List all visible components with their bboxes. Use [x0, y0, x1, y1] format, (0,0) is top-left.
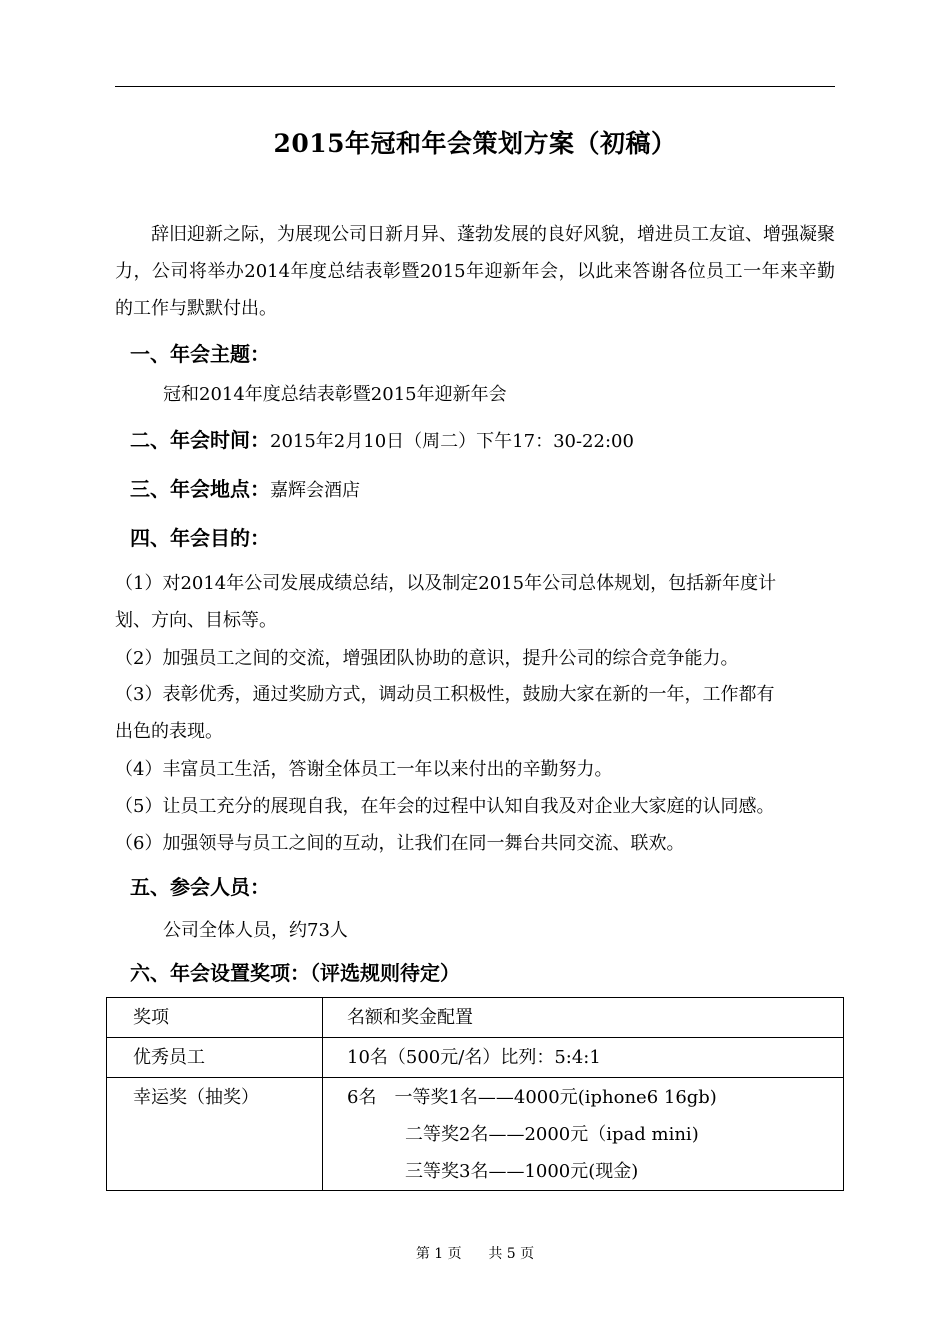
- section-venue-content: 嘉辉会酒店: [270, 480, 360, 501]
- section-theme-content: 冠和2014年度总结表彰暨2015年迎新年会: [163, 384, 507, 405]
- purpose-item-6: （6）加强领导与员工之间的互动，让我们在同一舞台共同交流、联欢。: [115, 833, 685, 854]
- award-detail: 10名（500元/名）比列：5:4:1: [323, 1038, 844, 1078]
- table-header-award: 奖项: [107, 998, 323, 1038]
- section-time-heading: 二、年会时间：: [130, 428, 270, 452]
- page-footer: [0, 1243, 950, 1263]
- award-detail-line: 6名 一等奖1名——4000元(iphone6 16gb): [347, 1087, 717, 1108]
- section-attendees-heading: 五、参会人员：: [130, 875, 270, 899]
- awards-table: [106, 997, 844, 1191]
- purpose-item-2: （2）加强员工之间的交流，增强团队协助的意识，提升公司的综合竞争能力。: [115, 648, 739, 669]
- award-name: 优秀员工: [107, 1038, 323, 1078]
- purpose-item-3-cont: 出色的表现。: [115, 721, 223, 742]
- section-theme-heading: 一、年会主题：: [130, 342, 270, 366]
- section-purpose-heading: 四、年会目的：: [130, 526, 270, 550]
- purpose-item-1-cont: 划、方向、目标等。: [115, 610, 277, 631]
- purpose-item-3: （3）表彰优秀，通过奖励方式，调动员工积极性，鼓励大家在新的一年，工作都有: [115, 684, 775, 705]
- table-header-row: [107, 998, 844, 1038]
- table-row: [107, 1038, 844, 1078]
- section-time-content: 2015年2月10日（周二）下午17：30-22:00: [270, 431, 634, 452]
- section-venue-heading: 三、年会地点：: [130, 477, 270, 501]
- award-detail-line: 三等奖3名——1000元(现金): [405, 1161, 639, 1182]
- section-attendees-content: 公司全体人员，约73人: [163, 920, 348, 941]
- purpose-item-5: （5）让员工充分的展现自我，在年会的过程中认知自我及对企业大家庭的认同感。: [115, 796, 775, 817]
- award-detail-line: 二等奖2名——2000元（ipad mini): [405, 1124, 699, 1145]
- table-row: [107, 1078, 844, 1191]
- award-name: 幸运奖（抽奖）: [133, 1087, 259, 1108]
- table-header-config: 名额和奖金配置: [323, 998, 844, 1038]
- page-total: 共 5 页: [488, 1246, 535, 1262]
- page-number: 第 1 页: [415, 1246, 462, 1262]
- purpose-item-1: （1）对2014年公司发展成绩总结，以及制定2015年公司总体规划，包括新年度计: [115, 573, 777, 594]
- section-venue: [130, 471, 360, 509]
- purpose-item-4: （4）丰富员工生活，答谢全体员工一年以来付出的辛勤努力。: [115, 759, 613, 780]
- header-rule: [115, 86, 835, 87]
- intro-paragraph: 辞旧迎新之际，为展现公司日新月异、蓬勃发展的良好风貌，增进员工友谊、增强凝聚力，公司将举办2014年度总结表彰暨2015年迎新年会，以此来答谢各位员工一年来辛勤的工作与默默付出。: [115, 224, 835, 319]
- section-time: [130, 422, 634, 460]
- section-awards-heading: 六、年会设置奖项：（评选规则待定）: [130, 961, 460, 985]
- document-title: 2015年冠和年会策划方案（初稿）: [273, 129, 677, 158]
